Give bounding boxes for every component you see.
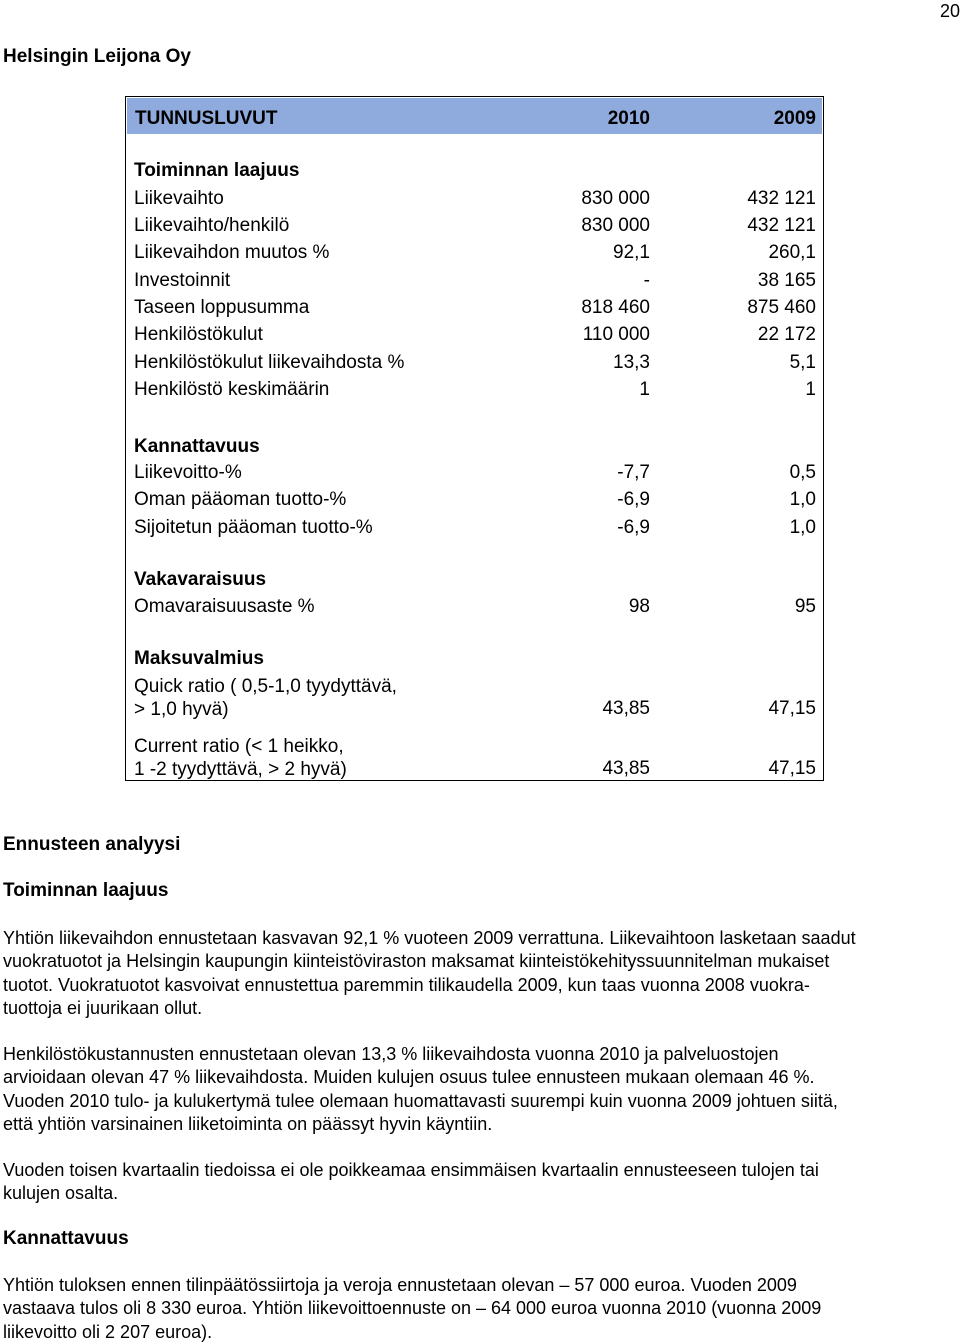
table-row — [126, 270, 823, 294]
text-line: Yhtiön tuloksen ennen tilinpäätössiirtoja ja veroja ennustetaan olevan – 57 000 euroa. Vuoden 2009 — [3, 1275, 797, 1295]
row-label: Liikevaihto/henkilö — [134, 215, 290, 236]
row-label: Liikevoitto-% — [134, 462, 242, 483]
row-label: Liikevaihto — [134, 188, 224, 209]
table-row — [126, 242, 823, 266]
value-2009: 95 — [794, 596, 816, 617]
value-2010: -6,9 — [617, 489, 650, 510]
row-label: Taseen loppusumma — [134, 297, 310, 318]
paragraph-profitability — [3, 1274, 958, 1344]
table-title: TUNNUSLUVUT — [135, 108, 278, 129]
text-line: arvioidaan olevan 47 % liikevaihdosta. Muiden kulujen osuus tulee ennusteen mukaan olemaan 46 %. — [3, 1067, 815, 1088]
row-label: Henkilöstökulut liikevaihdosta % — [134, 352, 405, 373]
value-2010: 830 000 — [581, 188, 650, 209]
text-line: että yhtiön varsinainen liiketoiminta on päässyt hyvin käyntiin. — [3, 1113, 493, 1134]
value-2010: 13,3 — [613, 352, 650, 373]
text-line: Vuoden toisen kvartaalin tiedoissa ei ole poikkeamaa ensimmäisen kvartaalin ennusteeseen tulojen tai — [3, 1160, 819, 1180]
value-2010: 43,85 — [602, 758, 650, 779]
value-2010: 1 — [639, 379, 650, 400]
value-2009: 432 121 — [747, 215, 816, 236]
row-label: Henkilöstö keskimäärin — [134, 379, 330, 400]
value-2009: 0,5 — [789, 462, 816, 483]
row-label: Sijoitetun pääoman tuotto-% — [134, 517, 373, 538]
value-2009: 432 121 — [747, 188, 816, 209]
table-row — [126, 297, 823, 321]
text-line: vastaava tulos oli 8 330 euroa. Yhtiön liikevoittoennuste on – 64 000 euroa vuonna 2010 (vuonna 2009 — [3, 1298, 822, 1319]
row-label-line: Current ratio (< 1 heikko, — [134, 736, 344, 757]
subheading-profitability: Kannattavuus — [3, 1228, 129, 1249]
text-line: Yhtiön liikevaihdon ennustetaan kasvavan 92,1 % vuoteen 2009 verrattuna. Liikevaihtoon lasketaan saadut — [3, 928, 856, 948]
section-heading: Kannattavuus — [134, 436, 260, 457]
text-line: tuotot. Vuokratuotot kasvoivat ennustettua paremmin tilikaudella 2009, kun taas vuonna 2008 vuokra- — [3, 974, 810, 995]
text-line: vuokratuotot ja Helsingin kaupungin kiinteistöviraston maksamat kiinteistökehityssuunnitelman mukaiset — [3, 951, 830, 972]
row-label: Oman pääoman tuotto-% — [134, 489, 347, 510]
page-number: 20 — [939, 1, 960, 21]
section-heading: Vakavaraisuus — [134, 569, 267, 590]
value-2009: 1,0 — [789, 489, 816, 510]
table-row — [126, 379, 823, 403]
table-row — [126, 188, 823, 212]
row-label — [134, 735, 347, 781]
value-2009: 5,1 — [789, 352, 816, 373]
text-line: Vuoden 2010 tulo- ja kulukertymä tulee olemaan huomattavasti suurempi kuin vuonna 2009 johtuen siitä, — [3, 1090, 838, 1111]
column-header-2009: 2009 — [773, 108, 816, 129]
section-heading: Toiminnan laajuus — [134, 160, 300, 181]
value-2010: -7,7 — [617, 462, 650, 483]
text-line: Henkilöstökustannusten ennustetaan olevan 13,3 % liikevaihdosta vuonna 2010 ja palveluostojen — [3, 1044, 779, 1064]
subheading-scope: Toiminnan laajuus — [3, 880, 169, 901]
value-2009: 38 165 — [757, 270, 816, 291]
paragraph-revenue — [3, 927, 958, 1020]
table-row — [126, 462, 823, 486]
analysis-heading: Ennusteen analyysi — [3, 834, 181, 855]
value-2009: 875 460 — [747, 297, 816, 318]
value-2010: 92,1 — [613, 242, 650, 263]
value-2009: 1 — [805, 379, 816, 400]
table-row — [126, 596, 823, 620]
value-2010: -6,9 — [617, 517, 650, 538]
row-label: Omavaraisuusaste % — [134, 596, 315, 617]
row-label-line: 1 -2 tyydyttävä, > 2 hyvä) — [134, 759, 347, 780]
row-label-line: > 1,0 hyvä) — [134, 699, 229, 720]
value-2010: 98 — [628, 596, 650, 617]
paragraph-quarter — [3, 1159, 958, 1206]
table-row — [126, 215, 823, 239]
value-2010: 830 000 — [581, 215, 650, 236]
row-label: Investoinnit — [134, 270, 231, 291]
table-row — [126, 735, 823, 783]
paragraph-costs — [3, 1043, 958, 1136]
row-label — [134, 675, 397, 721]
row-label: Liikevaihdon muutos % — [134, 242, 330, 263]
key-figures-table — [125, 96, 824, 781]
column-header-2010: 2010 — [607, 108, 650, 129]
value-2010: 43,85 — [602, 698, 650, 719]
value-2010: 110 000 — [582, 324, 650, 345]
value-2009: 260,1 — [768, 242, 816, 263]
table-header — [127, 98, 822, 134]
value-2010: - — [643, 270, 650, 291]
value-2010: 818 460 — [581, 297, 650, 318]
text-line: tuottoja ei juurikaan ollut. — [3, 997, 203, 1018]
value-2009: 1,0 — [789, 517, 816, 538]
table-row — [126, 352, 823, 376]
value-2009: 47,15 — [768, 698, 816, 719]
text-line: liikevoitto oli 2 207 euroa). — [3, 1321, 213, 1342]
table-row — [126, 489, 823, 513]
row-label-line: Quick ratio ( 0,5-1,0 tyydyttävä, — [134, 676, 397, 697]
value-2009: 47,15 — [768, 758, 816, 779]
table-row — [126, 324, 823, 348]
value-2009: 22 172 — [757, 324, 816, 345]
table-row — [126, 675, 823, 723]
section-heading: Maksuvalmius — [134, 648, 264, 669]
text-line: kulujen osalta. — [3, 1183, 119, 1204]
row-label: Henkilöstökulut — [134, 324, 263, 345]
company-name: Helsingin Leijona Oy — [3, 46, 191, 67]
table-row — [126, 517, 823, 541]
